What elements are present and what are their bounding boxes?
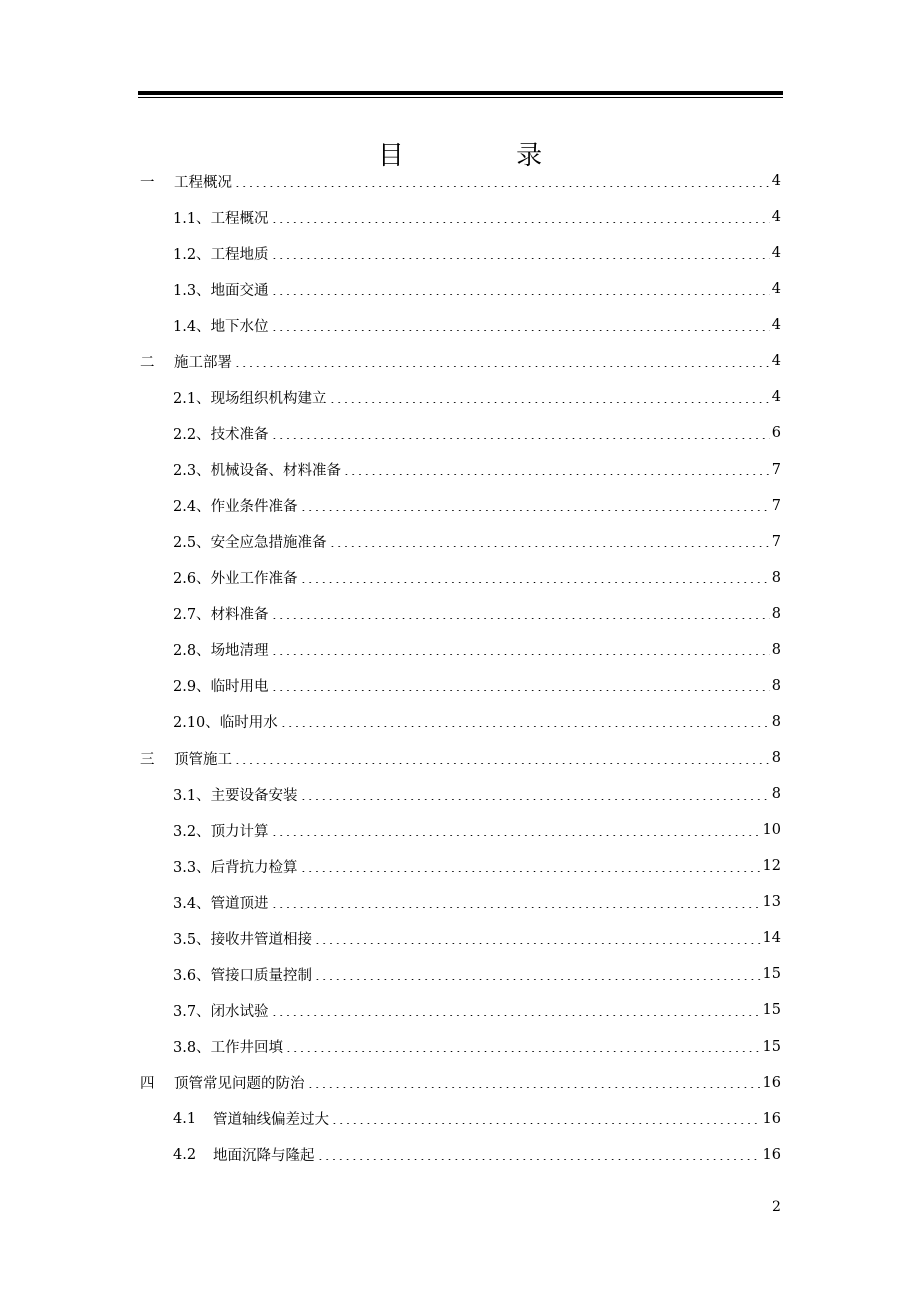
toc-entry-number: 四 <box>140 1076 155 1093</box>
toc-entry[interactable] <box>140 343 781 379</box>
header-rule-thin <box>138 97 783 98</box>
toc-entry-label <box>140 351 232 372</box>
toc-entry-page: 4 <box>771 281 781 298</box>
toc-entry-label <box>140 207 269 228</box>
toc-entry-text: 临时用电 <box>210 679 269 696</box>
toc-entry-number: 3.4、 <box>173 895 211 912</box>
toc-entry-label <box>140 784 298 805</box>
toc-dot-leader <box>329 546 770 547</box>
toc-entry[interactable] <box>140 632 781 668</box>
toc-entry-text: 主要设备安装 <box>210 787 298 804</box>
toc-entry-number: 2.9、 <box>173 679 211 696</box>
toc-entry-number: 二 <box>140 354 155 371</box>
toc-entry-page: 8 <box>771 677 781 694</box>
toc-entry-number: 2.2、 <box>173 426 211 443</box>
toc-entry-page: 4 <box>771 245 781 262</box>
toc-entry-page: 4 <box>771 353 781 370</box>
toc-entry[interactable] <box>140 235 781 271</box>
toc-entry-label <box>140 531 327 552</box>
toc-entry-page: 16 <box>762 1146 781 1163</box>
toc-entry[interactable] <box>140 415 781 451</box>
toc-entry-text: 材料准备 <box>210 607 269 624</box>
toc-entry-text: 接收井管道相接 <box>210 931 313 948</box>
toc-entry-label <box>140 459 341 480</box>
toc-entry-number: 3.2、 <box>173 823 211 840</box>
toc-entry-label <box>140 171 232 192</box>
toc-entry-number: 2.4、 <box>173 499 211 516</box>
toc-entry[interactable] <box>140 920 781 956</box>
toc-entry-label <box>140 928 312 949</box>
toc-entry-number: 2.3、 <box>173 463 211 480</box>
toc-entry-page: 8 <box>771 569 781 586</box>
toc-entry-number: 一 <box>140 174 155 191</box>
toc-entry-number: 1.1、 <box>173 210 211 227</box>
toc-entry-text: 施工部署 <box>174 354 232 371</box>
toc-dot-leader <box>271 438 770 439</box>
toc-entry-text: 工程地质 <box>210 246 269 263</box>
toc-dot-leader <box>300 582 770 583</box>
toc-dot-leader <box>300 799 770 800</box>
toc-entry-number: 1.3、 <box>173 282 211 299</box>
toc-entry-number: 2.6、 <box>173 571 211 588</box>
toc-entry[interactable] <box>140 956 781 992</box>
toc-entry-number: 1.2、 <box>173 246 211 263</box>
toc-entry-number: 3.6、 <box>173 967 211 984</box>
toc-entry[interactable] <box>140 740 781 776</box>
toc-dot-leader <box>343 474 770 475</box>
toc-entry-page: 4 <box>771 389 781 406</box>
toc-entry-page: 7 <box>771 533 781 550</box>
toc-entry-text: 闭水试验 <box>210 1003 269 1020</box>
toc-dot-leader <box>271 907 761 908</box>
toc-entry-text: 安全应急措施准备 <box>210 535 327 552</box>
toc-entry-text: 地面沉降与隆起 <box>213 1148 315 1165</box>
toc-entry-label <box>140 1036 283 1057</box>
toc-dot-leader <box>314 943 760 944</box>
table-of-contents <box>140 163 781 1173</box>
header-rule-thick <box>138 91 783 95</box>
toc-entry-label <box>140 639 269 660</box>
toc-entry-text: 工程概况 <box>210 210 269 227</box>
toc-dot-leader <box>271 654 770 655</box>
toc-entry[interactable] <box>140 199 781 235</box>
toc-entry-page: 7 <box>771 461 781 478</box>
toc-entry-text: 管道轴线偏差过大 <box>213 1112 329 1129</box>
toc-entry-label <box>140 1072 305 1093</box>
toc-entry-page: 12 <box>762 858 781 875</box>
toc-entry-page: 15 <box>762 966 781 983</box>
toc-entry-text: 地下水位 <box>210 318 269 335</box>
toc-entry-number: 2.8、 <box>173 643 211 660</box>
toc-entry-label <box>140 603 269 624</box>
toc-entry-label <box>140 387 327 408</box>
toc-dot-leader <box>285 1051 760 1052</box>
toc-entry-label <box>140 279 269 300</box>
page-number: 2 <box>772 1199 781 1215</box>
toc-entry[interactable] <box>140 776 781 812</box>
toc-entry-page: 8 <box>771 786 781 803</box>
toc-entry-text: 机械设备、材料准备 <box>210 463 342 480</box>
toc-entry[interactable] <box>140 271 781 307</box>
toc-entry-text: 工作井回填 <box>210 1040 284 1057</box>
toc-entry-text: 临时用水 <box>219 715 278 732</box>
toc-entry[interactable] <box>140 1101 781 1137</box>
toc-dot-leader <box>234 186 770 187</box>
toc-entry-page: 15 <box>762 1038 781 1055</box>
toc-entry-label <box>140 711 278 732</box>
toc-entry-page: 16 <box>762 1074 781 1091</box>
toc-entry-label <box>140 675 269 696</box>
toc-dot-leader <box>300 871 761 872</box>
toc-entry-number: 三 <box>140 751 155 768</box>
toc-entry-page: 7 <box>771 497 781 514</box>
toc-entry-page: 6 <box>771 425 781 442</box>
toc-entry-label <box>140 1000 269 1021</box>
toc-title: 目 录 <box>377 141 595 172</box>
toc-dot-leader <box>331 1123 761 1124</box>
toc-entry[interactable] <box>140 452 781 488</box>
toc-entry-text: 管接口质量控制 <box>210 967 313 984</box>
toc-entry-text: 技术准备 <box>210 426 269 443</box>
toc-entry-page: 16 <box>762 1110 781 1127</box>
toc-entry[interactable] <box>140 848 781 884</box>
toc-entry-label <box>140 964 312 985</box>
toc-entry[interactable] <box>140 163 781 199</box>
toc-entry-text: 管道顶进 <box>210 895 269 912</box>
toc-entry[interactable] <box>140 668 781 704</box>
toc-entry-number: 2.1、 <box>173 390 211 407</box>
toc-dot-leader <box>271 294 770 295</box>
toc-entry[interactable] <box>140 992 781 1028</box>
toc-entry[interactable] <box>140 560 781 596</box>
toc-entry-number: 4.2 <box>173 1146 197 1163</box>
toc-entry-number: 3.1、 <box>173 787 211 804</box>
toc-entry[interactable] <box>140 884 781 920</box>
toc-dot-leader <box>271 690 770 691</box>
toc-entry-page: 13 <box>762 894 781 911</box>
toc-dot-leader <box>329 402 770 403</box>
toc-entry-text: 顶管施工 <box>174 751 232 768</box>
toc-entry-label <box>140 748 232 769</box>
toc-dot-leader <box>234 763 770 764</box>
toc-entry-label <box>140 567 298 588</box>
toc-dot-leader <box>300 510 770 511</box>
toc-entry[interactable] <box>140 1137 781 1173</box>
toc-entry-label <box>140 1144 315 1165</box>
toc-dot-leader <box>280 726 770 727</box>
toc-entry-page: 10 <box>762 822 781 839</box>
toc-dot-leader <box>317 1159 761 1160</box>
toc-entry-number: 2.7、 <box>173 607 211 624</box>
toc-entry-label <box>140 820 269 841</box>
toc-entry-page: 8 <box>771 750 781 767</box>
toc-entry-text: 顶管常见问题的防治 <box>174 1076 305 1093</box>
toc-dot-leader <box>271 258 770 259</box>
toc-dot-leader <box>271 222 770 223</box>
toc-entry-number: 4.1 <box>173 1110 197 1127</box>
toc-entry[interactable] <box>140 1065 781 1101</box>
toc-dot-leader <box>271 330 770 331</box>
toc-entry-text: 作业条件准备 <box>210 499 298 516</box>
toc-entry-label <box>140 243 269 264</box>
toc-entry-label <box>140 856 298 877</box>
toc-entry-page: 8 <box>771 605 781 622</box>
toc-entry-page: 15 <box>762 1002 781 1019</box>
toc-entry-number: 3.8、 <box>173 1040 211 1057</box>
toc-entry-label <box>140 892 269 913</box>
toc-entry-number: 3.3、 <box>173 859 211 876</box>
toc-entry-text: 现场组织机构建立 <box>210 390 327 407</box>
toc-dot-leader <box>271 1015 761 1016</box>
toc-entry[interactable] <box>140 307 781 343</box>
toc-entry-label <box>140 495 298 516</box>
toc-entry-number: 3.7、 <box>173 1003 211 1020</box>
toc-entry-text: 后背抗力检算 <box>210 859 298 876</box>
toc-entry[interactable] <box>140 488 781 524</box>
toc-entry-text: 外业工作准备 <box>210 571 298 588</box>
toc-entry-number: 1.4、 <box>173 318 211 335</box>
toc-entry-text: 顶力计算 <box>210 823 269 840</box>
toc-dot-leader <box>314 979 760 980</box>
toc-entry-number: 2.5、 <box>173 535 211 552</box>
toc-entry[interactable] <box>140 1029 781 1065</box>
toc-entry[interactable] <box>140 596 781 632</box>
toc-dot-leader <box>271 618 770 619</box>
toc-entry-label <box>140 315 269 336</box>
toc-entry-text: 工程概况 <box>174 174 232 191</box>
toc-entry-text: 地面交通 <box>210 282 269 299</box>
toc-entry-label <box>140 1108 329 1129</box>
toc-dot-leader <box>307 1087 761 1088</box>
toc-entry-number: 3.5、 <box>173 931 211 948</box>
toc-entry[interactable] <box>140 812 781 848</box>
toc-entry-page: 4 <box>771 173 781 190</box>
toc-entry[interactable] <box>140 704 781 740</box>
toc-entry[interactable] <box>140 379 781 415</box>
toc-dot-leader <box>234 366 770 367</box>
toc-entry-page: 8 <box>771 641 781 658</box>
toc-entry-page: 8 <box>771 713 781 730</box>
toc-entry-label <box>140 423 269 444</box>
toc-entry-number: 2.10、 <box>173 715 220 732</box>
toc-dot-leader <box>271 835 761 836</box>
toc-entry-page: 14 <box>762 930 781 947</box>
toc-entry-text: 场地清理 <box>210 643 269 660</box>
toc-entry-page: 4 <box>771 317 781 334</box>
toc-entry-page: 4 <box>771 209 781 226</box>
toc-entry[interactable] <box>140 524 781 560</box>
